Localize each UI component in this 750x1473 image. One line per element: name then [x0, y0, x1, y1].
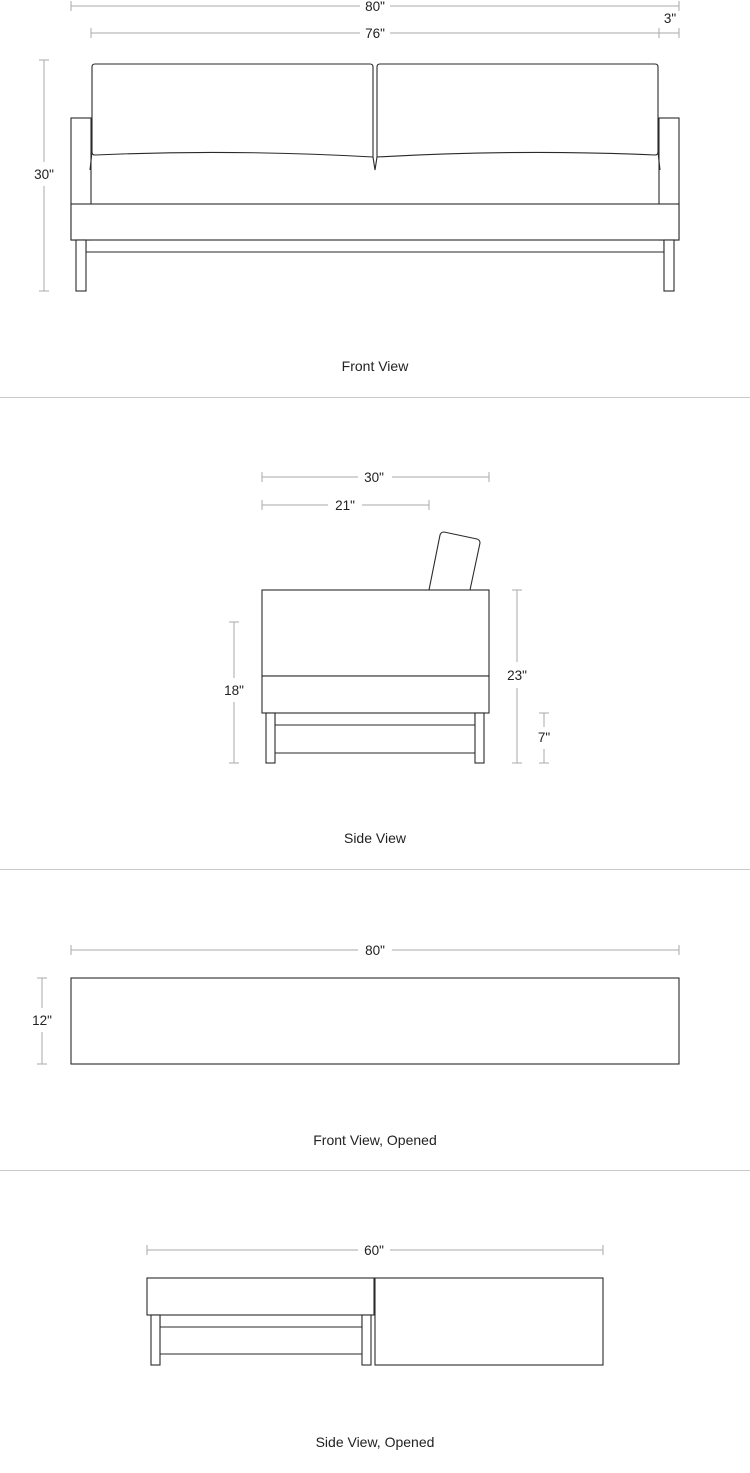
dim-opened-width	[71, 943, 679, 958]
dim-opened-length-label: 60"	[364, 1243, 384, 1258]
front-view-opened-caption: Front View, Opened	[313, 1132, 437, 1148]
side-view-opened-caption: Side View, Opened	[315, 1434, 435, 1450]
leg-front-opened	[151, 1315, 160, 1365]
mattress-front	[71, 978, 679, 1064]
dim-height	[34, 60, 54, 291]
leg-front-side	[266, 713, 275, 763]
frame-side-opened	[160, 1315, 362, 1354]
back-cushion-side	[429, 532, 480, 590]
leg-left	[76, 240, 86, 291]
seat-side-opened	[147, 1278, 374, 1315]
dim-leg-height	[538, 713, 551, 763]
dim-inner-width-label: 76"	[365, 26, 385, 41]
front-view-opened-drawing	[0, 870, 750, 1170]
frame-rail	[86, 240, 664, 252]
dim-opened-length	[147, 1243, 603, 1258]
leg-back-opened	[362, 1315, 371, 1365]
side-view-drawing	[0, 398, 750, 869]
sofa-side	[262, 532, 489, 763]
dim-arm-height-label: 23"	[507, 668, 527, 683]
front-view-panel	[0, 0, 750, 397]
dim-inner-width	[91, 26, 679, 41]
front-view-drawing	[0, 0, 750, 397]
mattress-side-opened	[375, 1278, 603, 1365]
side-view-caption: Side View	[343, 830, 406, 846]
arm-side	[262, 590, 489, 676]
dim-opened-width-label: 80"	[365, 943, 385, 958]
dim-opened-height	[32, 978, 52, 1064]
front-view-caption: Front View	[341, 358, 409, 374]
seat-base	[71, 204, 679, 240]
side-view-opened-panel	[0, 1171, 750, 1473]
dim-seat-depth-label: 21"	[335, 498, 355, 513]
dim-overall-width-label: 80"	[365, 0, 385, 14]
dim-arm-height	[507, 590, 527, 763]
frame-side	[275, 713, 475, 753]
leg-back-side	[475, 713, 484, 763]
dim-opened-height-label: 12"	[32, 1013, 52, 1028]
dim-leg-height-label: 7"	[537, 730, 551, 745]
dim-arm-width	[664, 11, 677, 26]
seat-side	[262, 676, 489, 713]
back-cushion-right	[377, 64, 658, 157]
leg-right	[664, 240, 674, 291]
dim-height-label: 30"	[34, 167, 54, 182]
dim-overall-width	[71, 0, 679, 14]
front-view-opened-panel	[0, 870, 750, 1170]
sofa-side-opened	[147, 1278, 603, 1365]
side-view-panel	[0, 398, 750, 869]
side-view-opened-drawing	[0, 1171, 750, 1473]
dim-seat-height	[224, 622, 244, 763]
dim-arm-width-label: 3"	[663, 11, 677, 26]
dim-depth	[262, 470, 489, 485]
sofa-front	[71, 64, 679, 291]
back-cushion-left	[92, 64, 373, 157]
dim-seat-depth	[262, 498, 429, 513]
dim-depth-label: 30"	[364, 470, 384, 485]
dim-seat-height-label: 18"	[224, 683, 244, 698]
